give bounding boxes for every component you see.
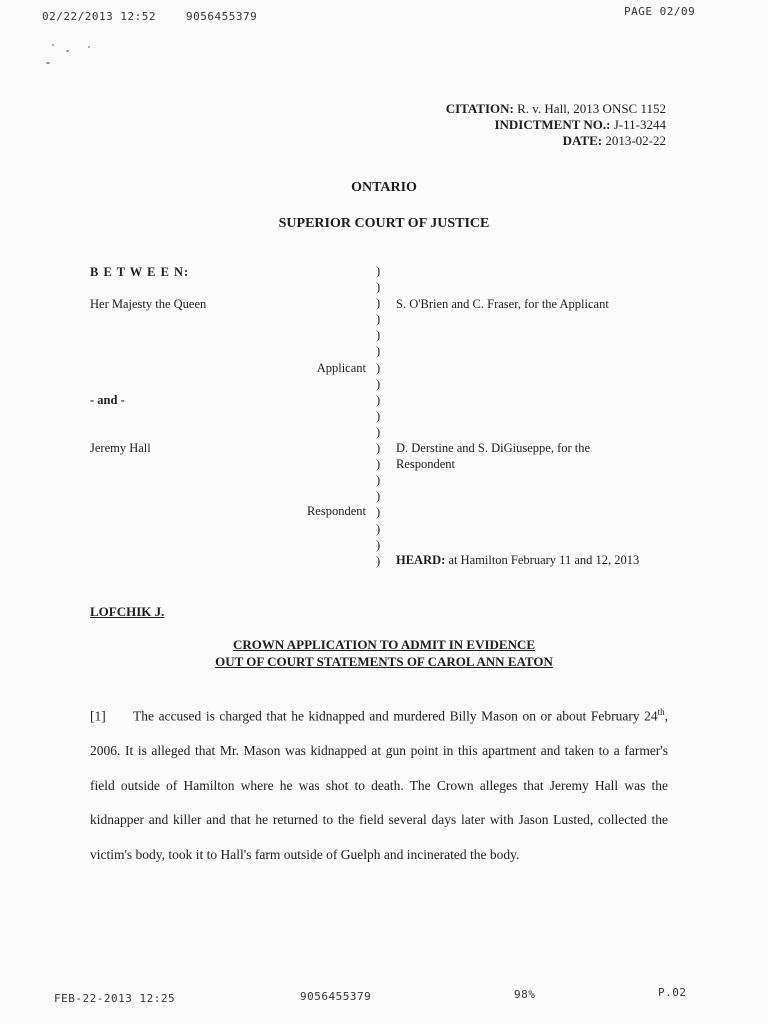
fax-header-page: PAGE 02/09 xyxy=(624,5,696,18)
fax-footer-page: P.02 xyxy=(658,986,687,999)
heading-line1: CROWN APPLICATION TO ADMIT IN EVIDENCE xyxy=(232,637,536,652)
judge-name: LOFCHIK J. xyxy=(90,604,165,619)
fax-footer-datetime: FEB-22-2013 12:25 xyxy=(54,992,176,1005)
court-name: SUPERIOR COURT OF JUSTICE xyxy=(278,216,490,231)
citation-label: CITATION: xyxy=(445,101,514,116)
fax-footer-percent: 98% xyxy=(514,988,536,1001)
date-label: DATE: xyxy=(562,133,603,148)
respondent-counsel-line2: Respondent xyxy=(396,457,456,471)
respondent-role: Respondent xyxy=(306,504,366,518)
paragraph-1 xyxy=(90,695,668,872)
heard-label: HEARD: xyxy=(396,553,446,567)
fax-header-phone: 9056455379 xyxy=(186,10,258,23)
applicant-role: Applicant xyxy=(316,361,366,375)
respondent-name: Jeremy Hall xyxy=(90,441,151,455)
indictment-label: INDICTMENT NO.: xyxy=(494,117,611,132)
parenthesis-column: ) ) ) ) ) ) ) ) ) ) ) ) ) ) ) ) ) ) ) xyxy=(376,264,381,568)
paragraph-superscript: th xyxy=(657,707,665,717)
respondent-counsel-line1: D. Derstine and S. DiGiuseppe, for the xyxy=(396,441,591,455)
paragraph-text-part1: The accused is charged that he kidnapped and murdered Billy Mason on or about February 24 xyxy=(133,708,658,724)
fax-footer-phone: 9056455379 xyxy=(300,990,372,1003)
paragraph-number: [1] xyxy=(90,708,106,724)
citation-value: R. v. Hall, 2013 ONSC 1152 xyxy=(517,101,666,116)
citation-block xyxy=(446,101,666,149)
applicant-name: Her Majesty the Queen xyxy=(90,297,207,311)
heard-line xyxy=(396,553,639,568)
applicant-counsel: S. O'Brien and C. Fraser, for the Applicant xyxy=(396,297,609,311)
fax-header-datetime: 02/22/2013 12:52 xyxy=(42,10,156,23)
and-separator: - and - xyxy=(90,393,125,407)
paragraph-text-part2: , 2006. It is alleged that Mr. Mason was kidnapped at gun point in this apartment and taken to a farmer's field outside of Hamilton where he was shot to death. The Crown alleges that Jeremy Hall was the kidnapper and killer and that he returned to the field several days later with Jason Lusted, collected the victim's body, took it to Hall's farm outside of Guelph and incinerated the body. xyxy=(90,708,669,862)
between-label: B E T W E E N: xyxy=(90,265,190,279)
heard-value: at Hamilton February 11 and 12, 2013 xyxy=(448,553,640,567)
heading-line2: OUT OF COURT STATEMENTS OF CAROL ANN EATON xyxy=(215,654,553,669)
court-province: ONTARIO xyxy=(351,180,417,195)
indictment-value: J-11-3244 xyxy=(613,117,666,132)
date-value: 2013-02-22 xyxy=(605,133,666,148)
